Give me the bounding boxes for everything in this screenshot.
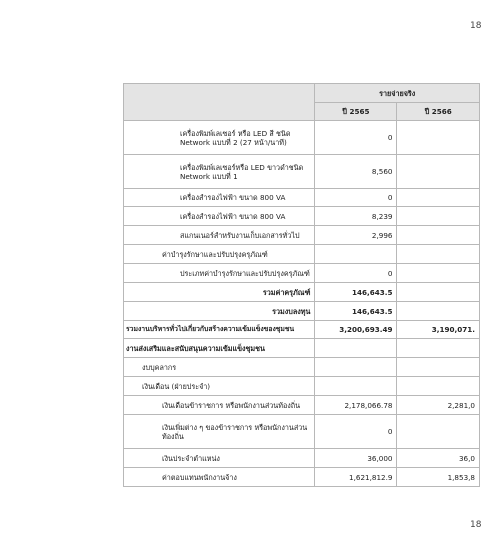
- value-2565: 146,643.5: [315, 302, 397, 321]
- header-actual-expense: รายจ่ายจริง: [315, 84, 480, 103]
- header-blank-cell: [124, 84, 315, 121]
- row-label: เครื่องพิมพ์เลเซอร์หรือ LED ขาวดำชนิด Network แบบที่ 1: [124, 155, 315, 189]
- value-2566: 1,853,8: [397, 468, 480, 487]
- page-number-bottom: 18: [470, 520, 481, 530]
- row-label-total: รวมงบลงทุน: [124, 302, 315, 321]
- row-label-section: งานส่งเสริมและสนับสนุนความเข้มแข็งชุมชน: [124, 339, 315, 358]
- row-label-total: รวมค่าครุภัณฑ์: [124, 283, 315, 302]
- value-2566: 36,0: [397, 449, 480, 468]
- value-2566: [397, 264, 480, 283]
- table-row: [124, 377, 480, 396]
- row-label: เครื่องสำรองไฟฟ้า ขนาด 800 VA: [124, 189, 315, 207]
- row-label: ค่าตอบแทนพนักงานจ้าง: [124, 468, 315, 487]
- row-label: ประเภทค่าบำรุงรักษาและปรับปรุงครุภัณฑ์: [124, 264, 315, 283]
- value-2565: 2,996: [315, 226, 397, 245]
- value-2566: [397, 302, 480, 321]
- row-label: เงินประจำตำแหน่ง: [124, 449, 315, 468]
- value-2565: 0: [315, 189, 397, 207]
- table-row: [124, 396, 480, 415]
- row-label: เงินเดือนข้าราชการ หรือพนักงานส่วนท้องถิ่น: [124, 396, 315, 415]
- value-2565: 8,560: [315, 155, 397, 189]
- table-row: [124, 302, 480, 321]
- value-2565: 1,621,812.9: [315, 468, 397, 487]
- value-2566: [397, 207, 480, 226]
- value-2565: [315, 377, 397, 396]
- table-row: [124, 207, 480, 226]
- value-2565: 2,178,066.78: [315, 396, 397, 415]
- value-2566: [397, 283, 480, 302]
- value-2566: [397, 226, 480, 245]
- value-2566: [397, 189, 480, 207]
- value-2565: 3,200,693.49: [315, 321, 397, 339]
- table-row: [124, 339, 480, 358]
- header-year-2565: ปี 2565: [315, 103, 397, 121]
- row-label: ค่าบำรุงรักษาและปรับปรุงครุภัณฑ์: [124, 245, 315, 264]
- value-2565: [315, 339, 397, 358]
- table-row: [124, 415, 480, 449]
- value-2565: 146,643.5: [315, 283, 397, 302]
- header-year-2566: ปี 2566: [397, 103, 480, 121]
- value-2565: 0: [315, 415, 397, 449]
- row-label: เงินเดือน (ฝ่ายประจำ): [124, 377, 315, 396]
- value-2565: 8,239: [315, 207, 397, 226]
- table-row: [124, 264, 480, 283]
- value-2565: [315, 245, 397, 264]
- row-label: งบบุคลากร: [124, 358, 315, 377]
- value-2566: [397, 121, 480, 155]
- value-2565: 36,000: [315, 449, 397, 468]
- value-2566: 2,281,0: [397, 396, 480, 415]
- value-2566: [397, 339, 480, 358]
- row-label: เครื่องพิมพ์เลเซอร์ หรือ LED สี ชนิด Network แบบที่ 2 (27 หน้า/นาที): [124, 121, 315, 155]
- table-row: [124, 321, 480, 339]
- value-2566: [397, 415, 480, 449]
- value-2565: 0: [315, 264, 397, 283]
- table-row: [124, 468, 480, 487]
- value-2566: [397, 155, 480, 189]
- table-row: [124, 226, 480, 245]
- table-row: [124, 121, 480, 155]
- table-row: [124, 449, 480, 468]
- value-2566: [397, 245, 480, 264]
- table-row: [124, 283, 480, 302]
- table-row: [124, 189, 480, 207]
- row-label-total: รวมงานบริหารทั่วไปเกี่ยวกับสร้างความเข้มแข็งของชุมชน: [124, 321, 315, 339]
- value-2566: 3,190,071.: [397, 321, 480, 339]
- value-2565: [315, 358, 397, 377]
- value-2565: 0: [315, 121, 397, 155]
- value-2566: [397, 358, 480, 377]
- table-row: [124, 358, 480, 377]
- budget-table: [123, 83, 480, 487]
- page-number-top: 18: [470, 21, 481, 31]
- row-label: เงินเพิ่มต่าง ๆ ของข้าราชการ หรือพนักงานส่วนท้องถิ่น: [124, 415, 315, 449]
- row-label: สแกนเนอร์สำหรับงานเก็บเอกสารทั่วไป: [124, 226, 315, 245]
- row-label: เครื่องสำรองไฟฟ้า ขนาด 800 VA: [124, 207, 315, 226]
- table-row: [124, 155, 480, 189]
- table-row: [124, 245, 480, 264]
- value-2566: [397, 377, 480, 396]
